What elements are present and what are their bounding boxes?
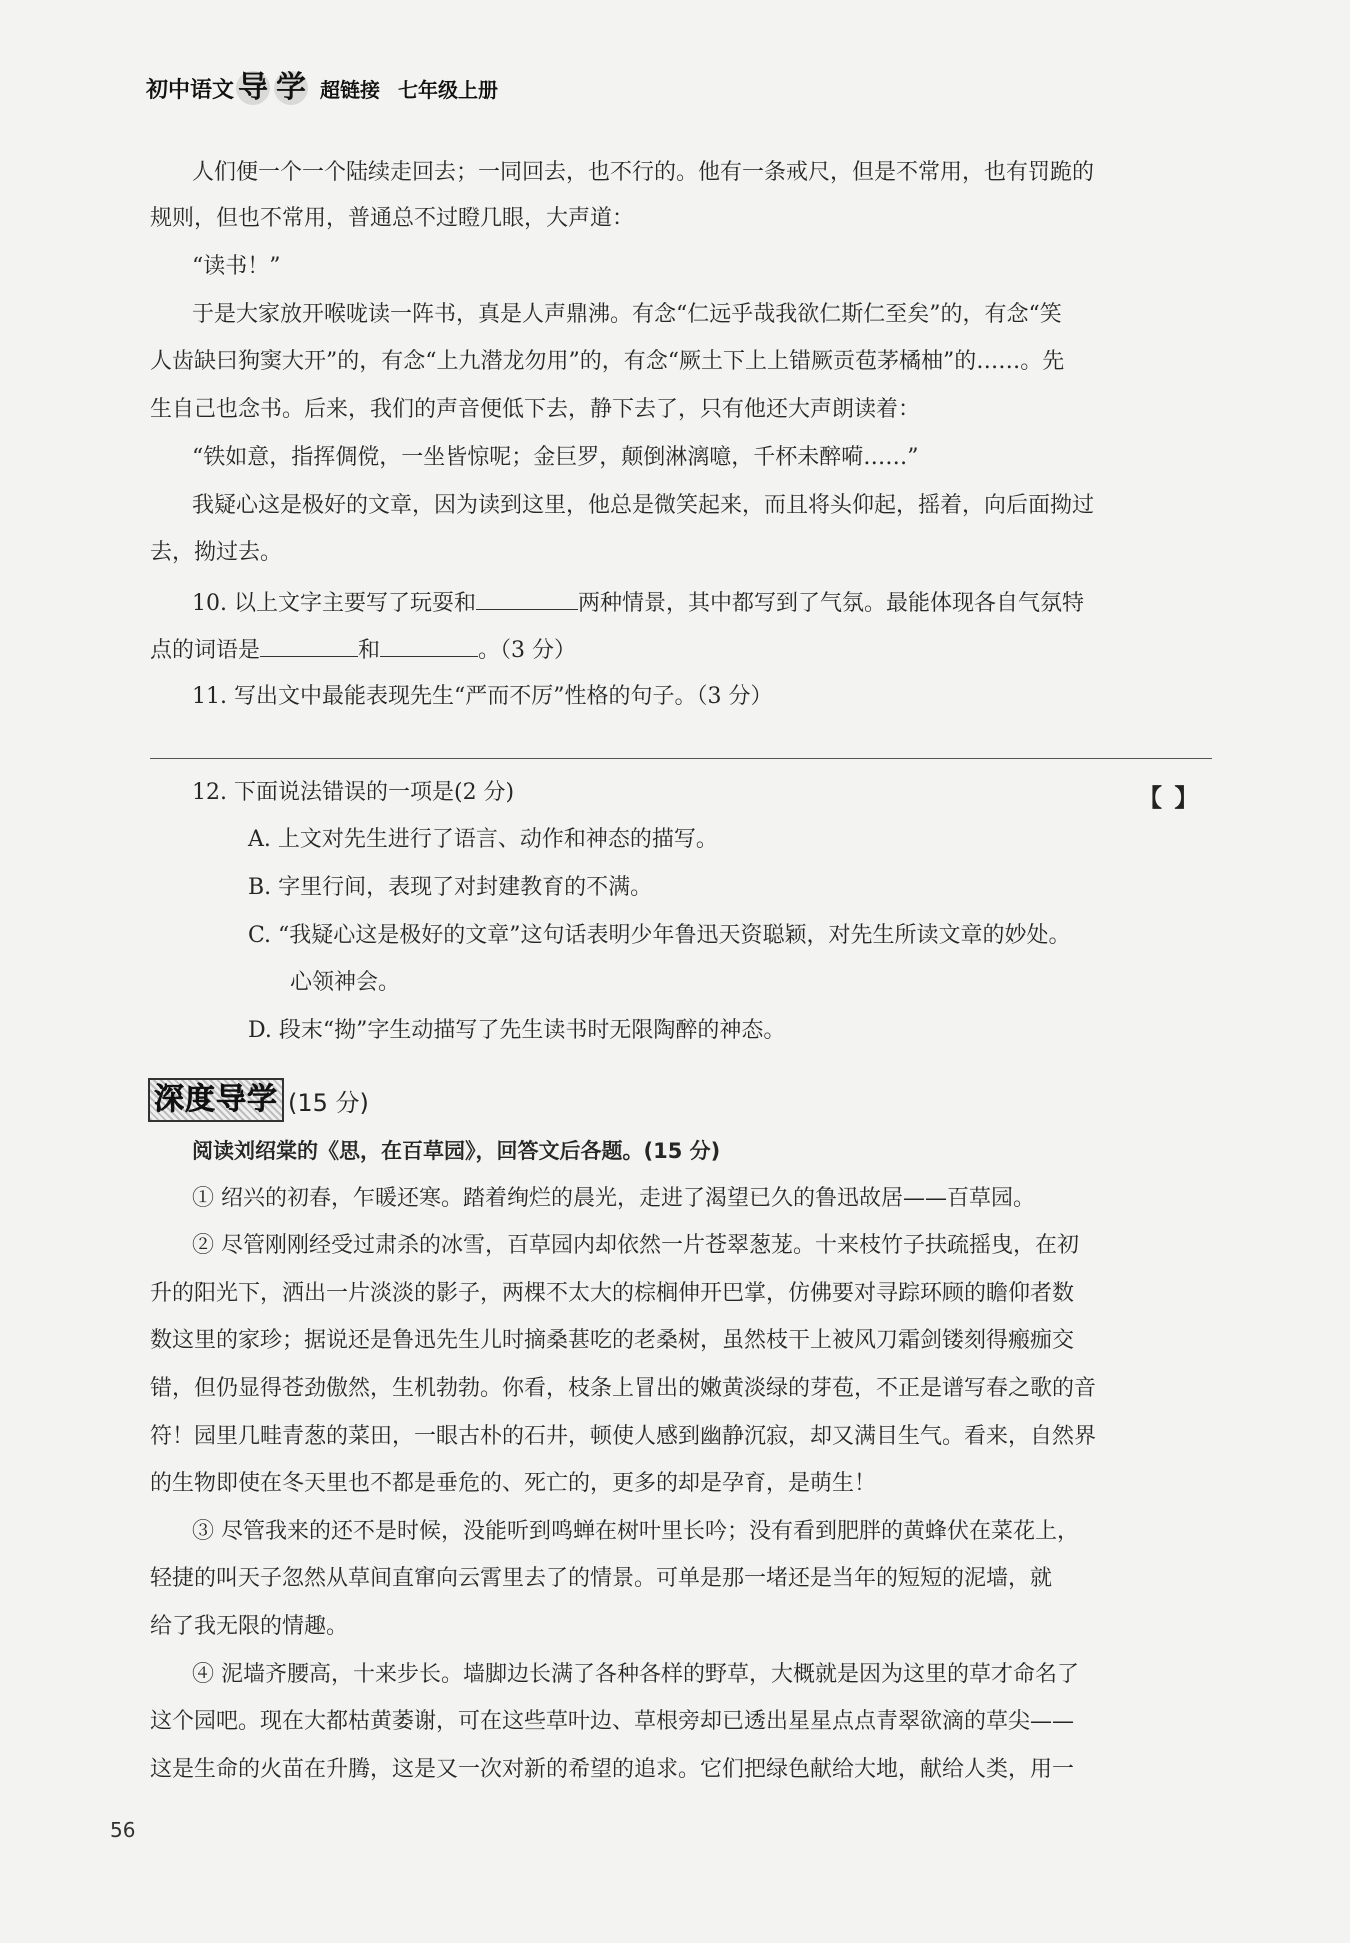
question-12: 12. 下面说法错误的一项是(2 分) xyxy=(192,780,515,805)
passage-line: 生自己也念书。后来，我们的声音便低下去，静下去了，只有他还大声朗读着： xyxy=(150,397,921,422)
page-number: 56 xyxy=(110,1818,136,1842)
header-grade: 七年级上册 xyxy=(398,77,499,102)
passage-line: 轻捷的叫天子忽然从草间直窜向云霄里去了的情景。可单是那一堵还是当年的短短的泥墙，就 xyxy=(150,1566,1053,1591)
passage-line: 这个园吧。现在大都枯黄萎谢，可在这些草叶边、草根旁却已透出星星点点青翠欲滴的草尖—— xyxy=(150,1709,1075,1734)
passage-line: 错，但仍显得苍劲傲然，生机勃勃。你看，枝条上冒出的嫩黄淡绿的芽苞，不正是谱写春之歌的音 xyxy=(150,1376,1097,1401)
q12-option-a: A. 上文对先生进行了语言、动作和神态的描写。 xyxy=(248,827,718,852)
passage-line: 我疑心这是极好的文章，因为读到这里，他总是微笑起来，而且将头仰起，摇着，向后面拗过 xyxy=(192,493,1095,518)
q10-blank-1[interactable] xyxy=(476,587,578,610)
header-logo-char-2: 学 xyxy=(276,70,307,105)
passage-line: 于是大家放开喉咙读一阵书，真是人声鼎沸。有念“仁远乎哉我欲仁斯仁至矣”的，有念“笑 xyxy=(192,302,1062,327)
passage-line: 符！园里几畦青葱的菜田，一眼古朴的石井，顿使人感到幽静沉寂，却又满目生气。看来，自然界 xyxy=(150,1424,1097,1449)
q10-text-3: 点的词语是 xyxy=(150,638,261,663)
passage-line: ③ 尽管我来的还不是时候，没能听到鸣蝉在树叶里长吟；没有看到肥胖的黄蜂伏在菜花上， xyxy=(192,1519,1079,1544)
q10-text-4: 和 xyxy=(358,638,381,663)
passage-line: 升的阳光下，洒出一片淡淡的影子，两棵不太大的棕榈伸开巴掌，仿佛要对寻踪环顾的瞻仰者数 xyxy=(150,1281,1075,1306)
q10-text-5: 。（3 分） xyxy=(478,638,577,663)
passage-line: 给了我无限的情趣。 xyxy=(150,1614,349,1639)
header-subtitle: 超链接 xyxy=(320,77,381,102)
section-instruction: 阅读刘绍棠的《思，在百草园》，回答文后各题。(15 分) xyxy=(192,1139,721,1163)
passage-line: 这是生命的火苗在升腾，这是又一次对新的希望的追求。它们把绿色献给大地，献给人类，用一 xyxy=(150,1757,1075,1782)
passage-line: 人们便一个一个陆续走回去；一同回去，也不行的。他有一条戒尺，但是不常用，也有罚跪的 xyxy=(192,160,1095,185)
question-10-line-1 xyxy=(192,587,1084,619)
passage-line: 的生物即使在冬天里也不都是垂危的、死亡的，更多的却是孕育，是萌生！ xyxy=(150,1471,877,1496)
passage-line: 去，拗过去。 xyxy=(150,540,283,565)
question-11: 11. 写出文中最能表现先生“严而不厉”性格的句子。（3 分） xyxy=(192,684,773,709)
q12-option-c-cont: 心领神会。 xyxy=(290,970,401,995)
passage-line: 数这里的家珍；据说还是鲁迅先生儿时摘桑葚吃的老桑树，虽然枝干上被风刀霜剑镂刻得瘢痂交 xyxy=(150,1328,1075,1353)
q10-blank-3[interactable] xyxy=(380,634,478,657)
section-heading xyxy=(148,1078,369,1122)
section-title: 深度导学 xyxy=(148,1078,284,1122)
passage-line: “读书！” xyxy=(192,254,281,279)
section-points: (15 分) xyxy=(288,1088,369,1117)
page-header xyxy=(146,68,498,108)
q12-answer-bracket[interactable]: 【 】 xyxy=(1138,784,1201,812)
q11-answer-line[interactable] xyxy=(150,758,1212,759)
passage-line: 人齿缺曰狗窦大开”的，有念“上九潜龙勿用”的，有念“厥土下上上错厥贡苞茅橘柚”的……。先 xyxy=(150,349,1065,374)
passage-line: 规则，但也不常用，普通总不过瞪几眼，大声道： xyxy=(150,206,635,231)
q12-option-b: B. 字里行间，表现了对封建教育的不满。 xyxy=(248,875,653,900)
passage-line: ② 尽管刚刚经受过肃杀的冰雪，百草园内却依然一片苍翠葱茏。十来枝竹子扶疏摇曳，在初 xyxy=(192,1233,1079,1258)
header-series-name: 初中语文 xyxy=(146,77,235,103)
q10-text-2: 两种情景，其中都写到了气氛。最能体现各自气氛特 xyxy=(577,591,1084,616)
q10-text-1: 10. 以上文字主要写了玩耍和 xyxy=(192,591,476,616)
passage-line: “铁如意，指挥倜傥，一坐皆惊呢；金巨罗，颠倒淋漓噫，千杯未醉嗬……” xyxy=(192,445,919,470)
passage-line: ④ 泥墙齐腰高，十来步长。墙脚边长满了各种各样的野草，大概就是因为这里的草才命名了 xyxy=(192,1662,1079,1687)
question-10-line-2 xyxy=(150,634,576,666)
q12-option-c: C. “我疑心这是极好的文章”这句话表明少年鲁迅天资聪颖，对先生所读文章的妙处。 xyxy=(248,923,1071,948)
header-logo-char-1: 导 xyxy=(238,70,269,105)
passage-line: ① 绍兴的初春，乍暖还寒。踏着绚烂的晨光，走进了渴望已久的鲁迅故居——百草园。 xyxy=(192,1186,1035,1211)
q10-blank-2[interactable] xyxy=(260,634,358,657)
q12-option-d: D. 段末“拗”字生动描写了先生读书时无限陶醉的神态。 xyxy=(248,1018,786,1043)
